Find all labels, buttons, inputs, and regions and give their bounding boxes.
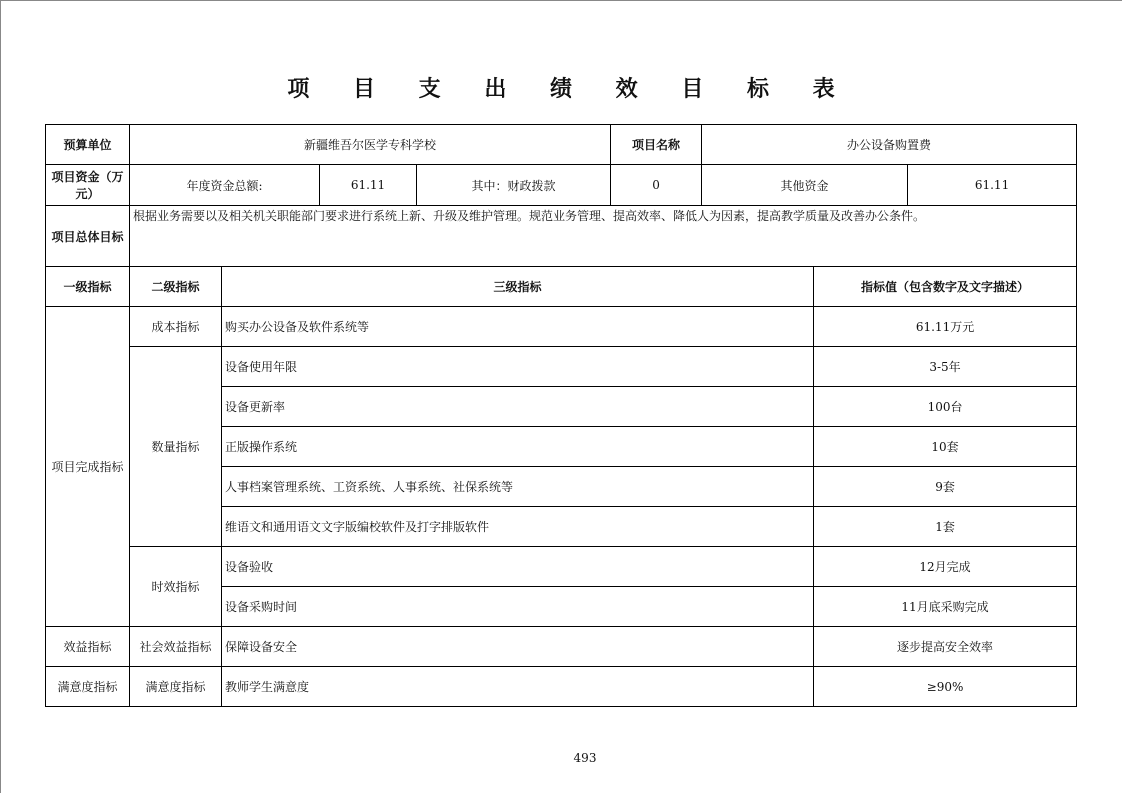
indicator-name: 设备更新率: [222, 387, 814, 427]
project-name-value: 办公设备购置费: [702, 125, 1077, 165]
indicator-name: 保障设备安全: [222, 627, 814, 667]
indicator-name: 人事档案管理系统、工资系统、人事系统、社保系统等: [222, 467, 814, 507]
goal-label: 项目总体目标: [46, 206, 130, 267]
table-row: [46, 547, 1077, 587]
indicator-value: 61.11万元: [814, 307, 1077, 347]
col-level3: 三级指标: [222, 267, 814, 307]
performance-table: [45, 124, 1077, 707]
indicator-name: 购买办公设备及软件系统等: [222, 307, 814, 347]
benefit-indicator-label: 效益指标: [46, 627, 130, 667]
indicator-name: 维语文和通用语文文字版编校软件及打字排版软件: [222, 507, 814, 547]
fiscal-funds-label: 其中：财政拨款: [417, 165, 611, 206]
indicator-value: ≥90%: [814, 667, 1077, 707]
indicator-value: 3-5年: [814, 347, 1077, 387]
fiscal-funds-value: 0: [611, 165, 702, 206]
social-benefit-indicator-label: 社会效益指标: [130, 627, 222, 667]
col-value: 指标值（包含数字及文字描述）: [814, 267, 1077, 307]
completion-indicator-label: 项目完成指标: [46, 307, 130, 627]
table-row: [46, 667, 1077, 707]
indicator-value: 逐步提高安全效率: [814, 627, 1077, 667]
indicator-value: 1套: [814, 507, 1077, 547]
indicator-value: 9套: [814, 467, 1077, 507]
col-level1: 一级指标: [46, 267, 130, 307]
funds-row: [46, 165, 1077, 206]
indicator-name: 设备使用年限: [222, 347, 814, 387]
other-funds-label: 其他资金: [702, 165, 908, 206]
total-funds-label: 年度资金总额:: [130, 165, 320, 206]
satisfaction-sub-indicator-label: 满意度指标: [130, 667, 222, 707]
indicator-value: 10套: [814, 427, 1077, 467]
table-row: [46, 347, 1077, 387]
goal-row: [46, 206, 1077, 267]
funds-label: 项目资金（万元）: [46, 165, 130, 206]
table-row: [46, 627, 1077, 667]
column-header-row: [46, 267, 1077, 307]
indicator-value: 100台: [814, 387, 1077, 427]
indicator-value: 12月完成: [814, 547, 1077, 587]
total-funds-value: 61.11: [320, 165, 417, 206]
col-level2: 二级指标: [130, 267, 222, 307]
indicator-name: 设备采购时间: [222, 587, 814, 627]
page-title: 项 目 支 出 绩 效 目 标 表: [287, 76, 853, 102]
project-name-label: 项目名称: [611, 125, 702, 165]
satisfaction-indicator-label: 满意度指标: [46, 667, 130, 707]
timeliness-indicator-label: 时效指标: [130, 547, 222, 627]
indicator-name: 正版操作系统: [222, 427, 814, 467]
page-number: 493: [573, 751, 597, 765]
cost-indicator-label: 成本指标: [130, 307, 222, 347]
goal-text: 根据业务需要以及相关机关职能部门要求进行系统上新、升级及维护管理。规范业务管理、提高效率、降低人为因素，提高教学质量及改善办公条件。: [130, 206, 1077, 267]
indicator-value: 11月底采购完成: [814, 587, 1077, 627]
table-row: [46, 307, 1077, 347]
header-row: [46, 125, 1077, 165]
budget-unit-label: 预算单位: [46, 125, 130, 165]
budget-unit-value: 新疆维吾尔医学专科学校: [130, 125, 611, 165]
quantity-indicator-label: 数量指标: [130, 347, 222, 547]
other-funds-value: 61.11: [908, 165, 1077, 206]
indicator-name: 设备验收: [222, 547, 814, 587]
indicator-name: 教师学生满意度: [222, 667, 814, 707]
